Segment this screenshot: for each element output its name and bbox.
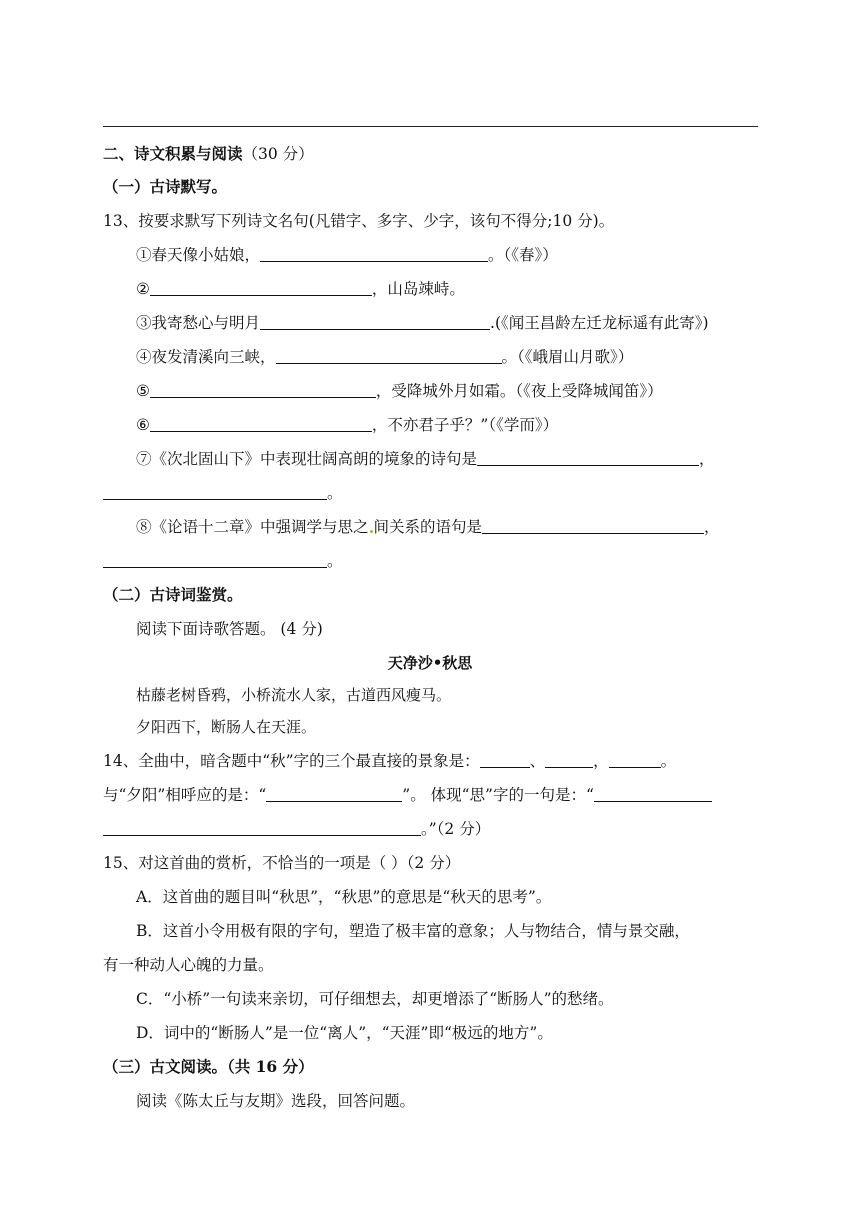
answer-blank[interactable] [150,381,376,398]
item-8-end: 。 [327,552,343,570]
item-7-continued [103,482,343,504]
item-8-comma: ， [704,518,720,536]
item-3-source: .(《闻王昌龄左迁龙标遥有此寄》) [490,314,709,332]
answer-blank[interactable] [266,785,402,802]
answer-blank[interactable] [103,551,327,568]
item-7-prompt: ⑦《次北固山下》中表现壮阔高朗的境象的诗句是 [136,450,478,468]
option-b: B．这首小令用极有限的字句，塑造了极丰富的意象；人与物结合，情与景交融， [136,922,690,940]
answer-blank[interactable] [482,517,704,534]
answer-blank[interactable] [594,785,712,802]
q14-score: 。”（2 分） [421,820,491,838]
q14-end: 。 [660,752,677,770]
q14-sep: 、 [529,752,546,770]
question-13: 13、按要求默写下列诗文名句(凡错字、多字、少字，该句不得分;10 分)。 [103,212,615,230]
question-14-line-3 [103,818,490,840]
answer-blank[interactable] [545,751,593,768]
item-1 [136,244,558,266]
item-8-prompt-b: 间关系的语句是 [373,518,483,536]
q14-prompt-b: 与“夕阳”相呼应的是：“ [103,786,267,804]
question-14 [103,750,676,772]
item-3 [136,312,709,334]
answer-blank[interactable] [260,245,488,262]
answer-blank[interactable] [260,313,490,330]
answer-blank[interactable] [609,751,661,768]
part3-instruction: 阅读《陈太丘与友期》选段，回答问题。 [136,1092,416,1110]
question-15: 15、对这首曲的赏析，不恰当的一项是（ ）（2 分） [103,854,461,872]
poem-title: 天净沙•秋思 [387,654,473,672]
option-b-continued: 有一种动人心魄的力量。 [103,956,274,974]
item-2-source: ，山岛竦峙。 [371,280,465,298]
poem-line-2: 夕阳西下，断肠人在天涯。 [136,718,317,736]
header-rule [103,126,758,127]
item-7-end: 。 [327,484,343,502]
section-title: 二、诗文积累与阅读 [103,144,243,163]
answer-blank[interactable] [103,819,421,836]
item-5-prompt: ⑤ [136,382,150,400]
part2-title: （二）古诗词鉴赏。 [103,585,243,604]
item-2 [136,278,465,300]
option-a: A．这首曲的题目叫“秋思”，“秋思”的意思是“秋天的思考”。 [136,888,552,906]
answer-blank[interactable] [150,415,372,432]
item-8-prompt-a: ⑧《论语十二章》中强调学与思之 [136,518,369,536]
item-6 [136,414,558,436]
part1-title: （一）古诗默写。 [103,177,228,196]
answer-blank[interactable] [103,483,327,500]
item-4-source: 。（《峨眉山月歌》） [501,348,634,366]
section-heading [103,143,314,165]
item-7 [136,448,715,470]
answer-blank[interactable] [477,449,699,466]
option-c: C．“小桥”一句读来亲切，可仔细想去，却更增添了“断肠人”的愁绪。 [136,990,614,1008]
answer-blank[interactable] [150,279,372,296]
item-6-prompt: ⑥ [136,416,150,434]
item-6-source: ，不亦君子乎？”（《学而》） [371,416,559,434]
item-1-prompt: ①春天像小姑娘， [136,246,261,264]
section-score: （30 分） [242,145,314,163]
item-8 [136,516,720,538]
poem-line-1: 枯藤老树昏鸦，小桥流水人家，古道西风瘦马。 [136,686,452,704]
mark-dot [370,530,373,533]
option-d: D．词中的“断肠人”是一位“离人”，“天涯”即“极远的地方”。 [136,1024,553,1042]
item-4 [136,346,633,368]
item-8-continued [103,550,343,572]
q14-prompt: 14、全曲中，暗含题中“秋”字的三个最直接的景象是： [103,752,480,770]
q14-prompt-c: ”。 体现“思”字的一句是：“ [402,786,594,804]
answer-blank[interactable] [480,751,530,768]
part3-title: （三）古文阅读。（共 16 分） [103,1057,314,1076]
item-7-comma: ， [699,450,715,468]
question-14-line-2 [103,784,712,806]
part2-instruction: 阅读下面诗歌答题。 (4 分) [136,620,323,638]
item-2-prompt: ② [136,280,150,298]
item-5-source: ，受降城外月如霜。（《夜上受降城闻笛》） [375,382,663,400]
item-5 [136,380,663,402]
answer-blank[interactable] [276,347,502,364]
item-1-source: 。（《春》） [488,246,558,264]
item-3-prompt: ③我寄愁心与明月 [136,314,261,332]
q14-sep: ， [593,752,609,770]
item-4-prompt: ④夜发清溪向三峡， [136,348,276,366]
